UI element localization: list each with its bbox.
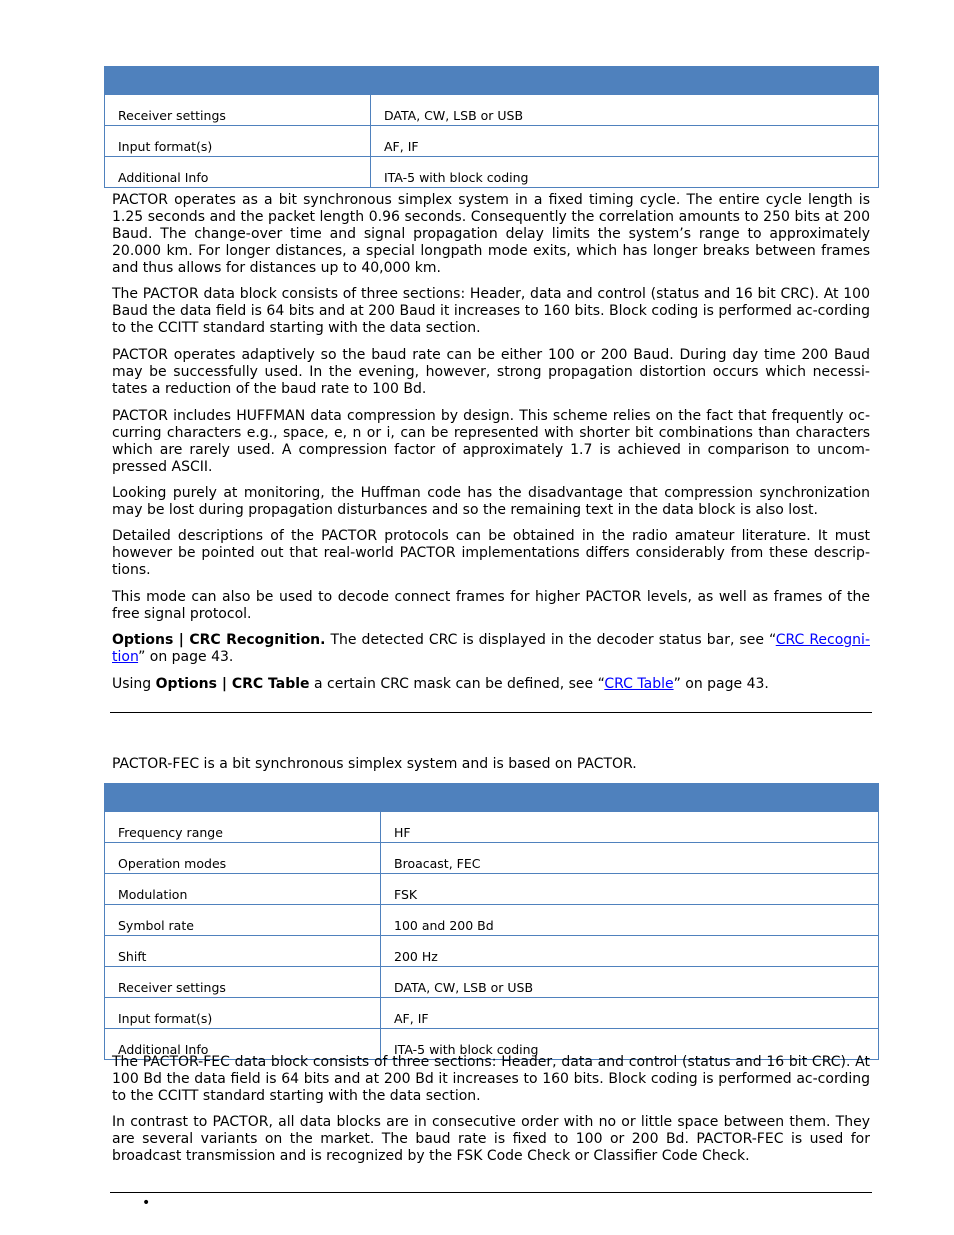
table-row (105, 905, 879, 936)
table-cell-value: AF, IF (381, 998, 879, 1029)
paragraph: PACTOR operates as a bit synchronous simplex system in a fixed timing cycle. The entire cycle length is 1.25 seconds and the packet length 0.96 seconds. Consequently the correlation amounts to 250 bits at 200 Baud. The change-over time and signal propagation delay limits the system’s range to approximately 20.000 km. For longer distances, a special longpath mode exits, which has longer breaks between frames and thus allows for distances up to 40,000 km. (112, 192, 870, 276)
table-cell-value: Broacast, FEC (381, 843, 879, 874)
table-row (105, 95, 879, 126)
table-row (105, 967, 879, 998)
table-cell-value: 200 Hz (381, 936, 879, 967)
table-cell-value: FSK (381, 874, 879, 905)
table-row (105, 998, 879, 1029)
table-cell-label: Additional Info (105, 157, 371, 188)
section-divider (110, 712, 872, 713)
table-row (105, 812, 879, 843)
table-row (105, 874, 879, 905)
table-cell-label: Receiver settings (105, 967, 381, 998)
paragraph-crc-table: Using Options | CRC Table a certain CRC mask can be defined, see “CRC Table” on page 43. (112, 676, 769, 692)
paragraph: PACTOR includes HUFFMAN data compression by design. This scheme relies on the fact that frequently oc-curring characters e.g., space, e, n or i, can be represented with shorter bit combinations than characters which are rarely used. A compression factor of approximately 1.7 is achieved in comparison to uncom-pressed ASCII. (112, 408, 870, 475)
table-cell-value: ITA-5 with block coding (371, 157, 879, 188)
footer-bullet: • (142, 1195, 151, 1211)
table-cell-value: AF, IF (371, 126, 879, 157)
paragraph: The PACTOR data block consists of three sections: Header, data and control (status and 16 bit CRC). At 100 Baud the data field is 64 bits and at 200 Baud it increases to 160 bits. Block coding is performed ac-cording to the CCITT standard starting with the data section. (112, 286, 870, 336)
footer-divider (110, 1192, 872, 1193)
pactor-fec-parameters-table (104, 783, 879, 1060)
table-cell-label: Modulation (105, 874, 381, 905)
table-cell-label: Receiver settings (105, 95, 371, 126)
table-cell-label: Symbol rate (105, 905, 381, 936)
mode-parameters-table (104, 66, 879, 188)
table-cell-value: 100 and 200 Bd (381, 905, 879, 936)
table-row (105, 936, 879, 967)
paragraph: The PACTOR-FEC data block consists of three sections: Header, data and control (status and 16 bit CRC). At 100 Bd the data field is 64 bits and at 200 Bd it increases to 160 bits. Block coding is performed ac-cording to the CCITT standard starting with the data section. (112, 1054, 870, 1104)
table-cell-label: Additional Info (105, 1029, 381, 1060)
table-row (105, 843, 879, 874)
table-cell-value: ITA-5 with block coding (381, 1029, 879, 1060)
table-row (105, 157, 879, 188)
table-row (105, 126, 879, 157)
paragraph: PACTOR operates adaptively so the baud rate can be either 100 or 200 Baud. During day time 200 Baud may be successfully used. In the evening, however, strong propagation distortion occurs which necessi-tates a reduction of the baud rate to 100 Bd. (112, 347, 870, 397)
paragraph: Detailed descriptions of the PACTOR protocols can be obtained in the radio amateur literature. It must however be pointed out that real-world PACTOR implementations differs considerably from these descrip-tions. (112, 528, 870, 578)
paragraph: This mode can also be used to decode connect frames for higher PACTOR levels, as well as frames of the free signal protocol. (112, 589, 870, 622)
table-header-row (105, 67, 879, 95)
crc-recognition-link[interactable]: CRC Recogni-tion (112, 632, 870, 665)
table-cell-value: HF (381, 812, 879, 843)
option-name: Options | CRC Table (155, 676, 310, 692)
table-cell-label: Operation modes (105, 843, 381, 874)
table-cell-label: Input format(s) (105, 998, 381, 1029)
table-cell-value: DATA, CW, LSB or USB (371, 95, 879, 126)
option-name: Options | CRC Recognition. (112, 632, 326, 648)
paragraph: Looking purely at monitoring, the Huffman code has the disadvantage that compression synchronization may be lost during propagation disturbances and so the remaining text in the data block is also lost. (112, 485, 870, 518)
crc-table-link[interactable]: CRC Table (604, 676, 674, 692)
paragraph: PACTOR-FEC is a bit synchronous simplex system and is based on PACTOR. (112, 756, 637, 772)
table-header-row (105, 784, 879, 812)
paragraph: In contrast to PACTOR, all data blocks are in consecutive order with no or little space between them. They are several variants on the market. The baud rate is fixed to 100 or 200 Bd. PACTOR-FEC is used for broadcast transmission and is recognized by the FSK Code Check or Classifier Code Check. (112, 1114, 870, 1164)
table-cell-label: Input format(s) (105, 126, 371, 157)
paragraph-crc-recognition: Options | CRC Recognition. The detected CRC is displayed in the decoder status bar, see “CRC Recogni-tion” on page 43. (112, 632, 870, 665)
table-cell-label: Shift (105, 936, 381, 967)
table-cell-value: DATA, CW, LSB or USB (381, 967, 879, 998)
table-cell-label: Frequency range (105, 812, 381, 843)
